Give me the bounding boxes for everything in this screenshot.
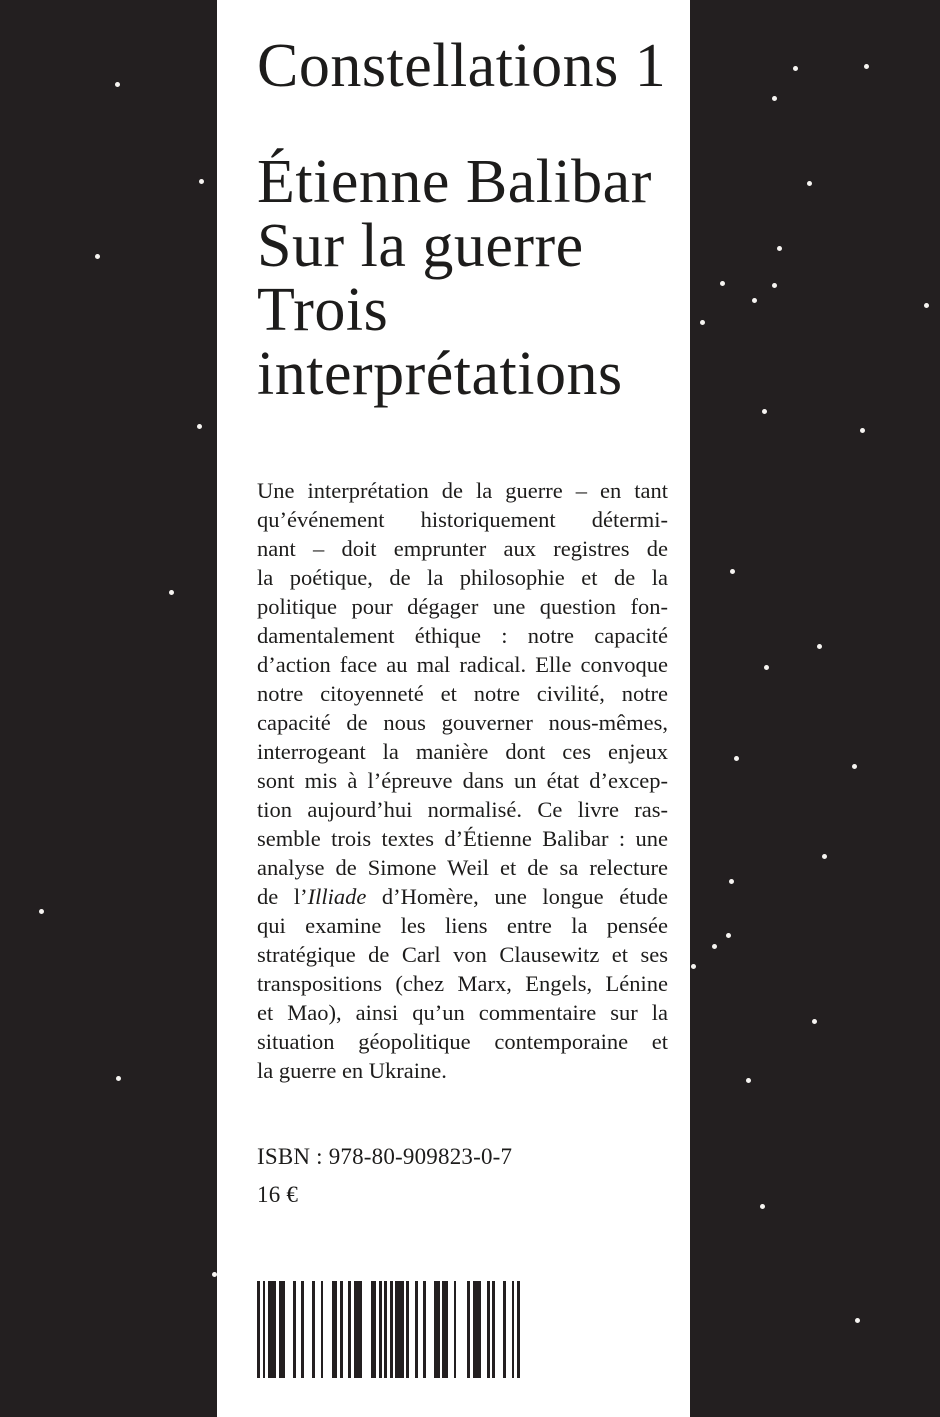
- description-line: Une interprétation de la guerre – en tant: [257, 478, 668, 503]
- description-line: capacité de nous gouverner nous-mêmes,: [257, 710, 668, 735]
- barcode-bar: [279, 1281, 285, 1378]
- star: [855, 1318, 860, 1323]
- star: [116, 1076, 121, 1081]
- barcode-bar: [340, 1281, 343, 1378]
- barcode-bar: [354, 1281, 362, 1378]
- barcode-bar: [467, 1281, 470, 1378]
- star: [924, 303, 929, 308]
- title-line: interprétations: [257, 340, 623, 408]
- title-line: Étienne Balibar: [257, 148, 652, 216]
- star: [734, 756, 739, 761]
- description-line: d’action face au mal radical. Elle convoque: [257, 652, 668, 677]
- star: [772, 283, 777, 288]
- title-line: Trois: [257, 276, 389, 344]
- star: [752, 298, 757, 303]
- description-line: analyse de Simone Weil et de sa relecture: [257, 855, 668, 880]
- description-line: semble trois textes d’Étienne Balibar : une: [257, 826, 668, 851]
- description-line: et Mao), ainsi qu’un commentaire sur la: [257, 1000, 668, 1025]
- star: [212, 1272, 217, 1277]
- star: [691, 964, 696, 969]
- description-line: nant – doit emprunter aux registres de: [257, 536, 668, 561]
- star: [95, 254, 100, 259]
- barcode-bar: [257, 1281, 260, 1378]
- description-text: [257, 476, 668, 1085]
- barcode-bar: [293, 1281, 296, 1378]
- description-line: la poétique, de la philosophie et de la: [257, 565, 668, 590]
- star: [762, 409, 767, 414]
- star: [726, 933, 731, 938]
- description-line: interrogeant la manière dont ces enjeux: [257, 739, 668, 764]
- barcode-bar: [268, 1281, 276, 1378]
- isbn-block: [257, 1138, 512, 1214]
- star: [115, 82, 120, 87]
- description-line: qui examine les liens entre la pensée: [257, 913, 668, 938]
- star: [860, 428, 865, 433]
- description-line: politique pour dégager une question fon-: [257, 594, 668, 619]
- description-line: stratégique de Carl von Clausewitz et ses: [257, 942, 668, 967]
- description-line: tion aujourd’hui normalisé. Ce livre ras-: [257, 797, 668, 822]
- star: [807, 181, 812, 186]
- barcode-bar: [395, 1281, 403, 1378]
- barcode-bar: [442, 1281, 448, 1378]
- description-line: situation géopolitique contemporaine et: [257, 1029, 668, 1054]
- star: [822, 854, 827, 859]
- barcode-bar: [492, 1281, 495, 1378]
- title-line: Sur la guerre: [257, 212, 584, 280]
- star: [760, 1204, 765, 1209]
- star: [793, 66, 798, 71]
- star: [720, 281, 725, 286]
- barcode-bar: [487, 1281, 490, 1378]
- description-line: de l’Illiade d’Homère, une longue étude: [257, 884, 668, 909]
- barcode-bar: [454, 1281, 457, 1378]
- star: [199, 179, 204, 184]
- barcode-bar: [348, 1281, 351, 1378]
- cover-panel: [217, 0, 690, 1417]
- star: [817, 644, 822, 649]
- barcode-bar: [312, 1281, 315, 1378]
- star: [730, 569, 735, 574]
- star: [772, 96, 777, 101]
- star: [852, 764, 857, 769]
- star: [729, 879, 734, 884]
- star: [777, 246, 782, 251]
- barcode-bar: [406, 1281, 409, 1378]
- description-line: transpositions (chez Marx, Engels, Lénine: [257, 971, 668, 996]
- series-title: Constellations 1: [257, 32, 667, 100]
- barcode-bar: [473, 1281, 481, 1378]
- barcode-bar: [503, 1281, 506, 1378]
- barcode-bar: [321, 1281, 324, 1378]
- title-block: [257, 150, 652, 406]
- barcode-bar: [423, 1281, 426, 1378]
- description-line: qu’événement historiquement détermi-: [257, 507, 668, 532]
- star: [764, 665, 769, 670]
- barcode-bar: [390, 1281, 393, 1378]
- description-line: la guerre en Ukraine.: [257, 1058, 447, 1083]
- barcode-bar: [263, 1281, 266, 1378]
- isbn: ISBN : 978-80-909823-0-7: [257, 1144, 513, 1169]
- price: 16 €: [257, 1182, 299, 1207]
- barcode-bar: [301, 1281, 304, 1378]
- barcode-bar: [379, 1281, 382, 1378]
- description-line: damentalement éthique : notre capacité: [257, 623, 668, 648]
- barcode-bar: [415, 1281, 418, 1378]
- star: [864, 64, 869, 69]
- barcode-bar: [434, 1281, 440, 1378]
- star: [169, 590, 174, 595]
- barcode-bar: [512, 1281, 515, 1378]
- star: [197, 424, 202, 429]
- description-line: sont mis à l’épreuve dans un état d’excep-: [257, 768, 668, 793]
- description-line: notre citoyenneté et notre civilité, notre: [257, 681, 668, 706]
- star: [39, 909, 44, 914]
- star: [700, 320, 705, 325]
- barcode-bar: [371, 1281, 377, 1378]
- star: [712, 944, 717, 949]
- barcode-bar: [384, 1281, 387, 1378]
- barcode-bar: [332, 1281, 338, 1378]
- barcode: [257, 1281, 520, 1378]
- barcode-bar: [517, 1281, 520, 1378]
- star: [812, 1019, 817, 1024]
- star: [746, 1078, 751, 1083]
